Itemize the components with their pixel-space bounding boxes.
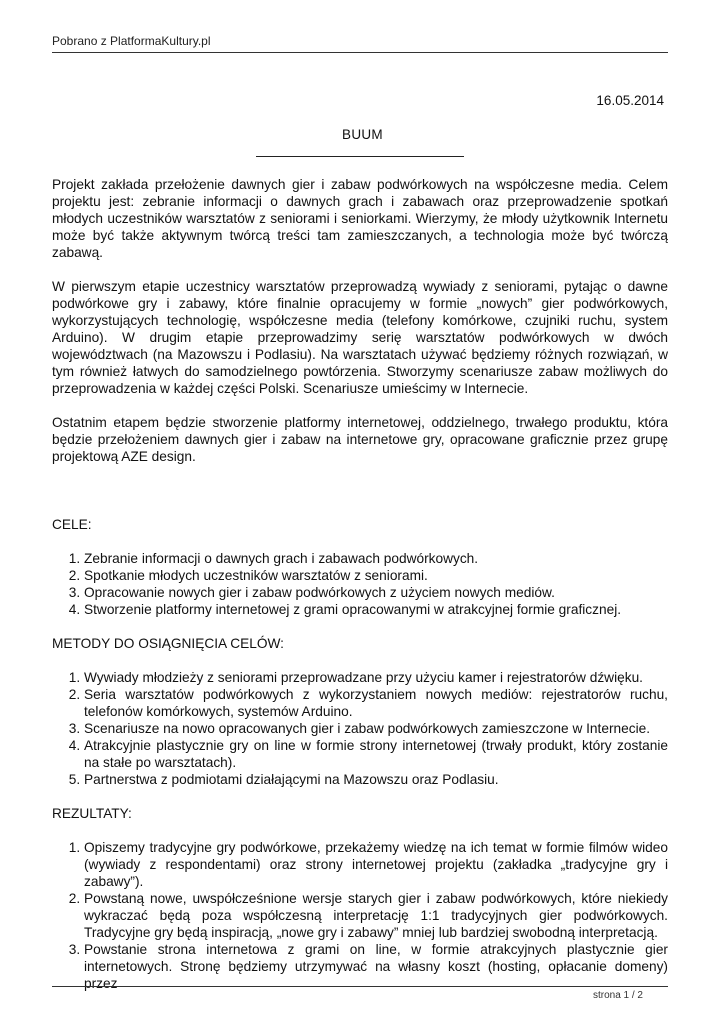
list-item: 3. Opracowanie nowych gier i zabaw podwórkowych z użyciem nowych mediów. [84,584,668,601]
list-item: 1. Opiszemy tradycyjne gry podwórkowe, przekażemy wiedzę na ich temat w formie filmów wideo (wywiady z respondentami) oraz strony internetowej projektu (zakładka „tradycyjne gry i zabawy”). [84,839,668,890]
download-source-header: Pobrano z PlatformaKultury.pl [52,34,211,48]
methods-list [52,669,668,788]
list-item: 3. Scenariusze na nowo opracowanych gier i zabaw podwórkowych zamieszczone w Internecie. [84,720,668,737]
goals-list [52,550,668,618]
document-title: BUUM [342,127,383,142]
methods-heading: METODY DO OSIĄGNIĘCIA CELÓW: [52,636,284,651]
page-number: strona 1 / 2 [592,990,643,1001]
list-item: 1. Wywiady młodzieży z seniorami przeprowadzane przy użyciu kamer i rejestratorów dźwięku. [84,669,668,686]
list-item: 2. Seria warsztatów podwórkowych z wykorzystaniem nowych mediów: rejestratorów ruchu, telefonów komórkowych, systemów Arduino. [84,686,668,720]
intro-paragraph: Projekt zakłada przełożenie dawnych gier i zabaw podwórkowych na współczesne media. Celem projektu jest: zebranie informacji o dawnych grach i zabawach oraz przeprowadzenie spotkań młodych uczestników warsztatów z seniorami i seniorkami. Wierzymy, że młody użytkownik Internetu może być także aktywnym twórcą treści tam zamieszczanych, a technologia może być twórczą zabawą. [52,177,668,260]
list-item: 2. Spotkanie młodych uczestników warsztatów z seniorami. [84,567,668,584]
title-underline [256,156,464,157]
header-divider [52,52,668,53]
goals-heading: CELE: [52,517,92,532]
section-spacer [52,482,668,516]
platform-paragraph: Ostatnim etapem będzie stworzenie platformy internetowej, oddzielnego, trwałego produktu, która będzie przełożeniem dawnych gier i zabaw na internetowe gry, opracowane graficznie przez grupę projektową AZE design. [52,415,668,464]
document-body [52,176,668,1009]
stages-paragraph: W pierwszym etapie uczestnicy warsztatów przeprowadzą wywiady z seniorami, pytając o dawne podwórkowe gry i zabawy, które finalnie opracujemy w formie „nowych” gier podwórkowych, wykorzystujących technologię, współczesne media (telefony komórkowe, czujniki ruchu, system Arduino). W drugim etapie przeprowadzimy serię warsztatów podwórkowych w dwóch województwach (na Mazowszu i Podlasiu). Na warsztatach używać będziemy różnych rozwiązań, w tym również łatwych do samodzielnego powtórzenia. Stworzymy scenariusze zabaw możliwych do przeprowadzenia w każdej części Polski. Scenariusze umieścimy w Internecie. [52,279,668,396]
list-item: 3. Powstanie strona internetowa z grami on line, w formie atrakcyjnych plastycznie gier internetowych. Stronę będziemy utrzymywać na własny koszt (hosting, opłacanie domeny) przez [84,941,668,992]
list-item: 1. Zebranie informacji o dawnych grach i zabawach podwórkowych. [84,550,668,567]
list-item: 2. Powstaną nowe, uwspółcześnione wersje starych gier i zabaw podwórkowych, które niekiedy wykraczać będą poza współczesną interpretację 1:1 tradycyjnych gier podwórkowych. Tradycyjne gry będą inspiracją, „nowe gry i zabawy” mniej lub bardziej swobodną interpretacją. [84,890,668,941]
footer-divider [52,986,668,987]
results-list [52,839,668,992]
list-item: 4. Stworzenie platformy internetowej z grami opracowanymi w atrakcyjnej formie graficznej. [84,601,668,618]
list-item: 4. Atrakcyjnie plastycznie gry on line w formie strony internetowej (trwały produkt, który zostanie na stałe po warsztatach). [84,737,668,771]
document-date: 16.05.2014 [596,93,664,108]
list-item: 5. Partnerstwa z podmiotami działającymi na Mazowszu oraz Podlasiu. [84,771,668,788]
results-heading: REZULTATY: [52,806,132,821]
